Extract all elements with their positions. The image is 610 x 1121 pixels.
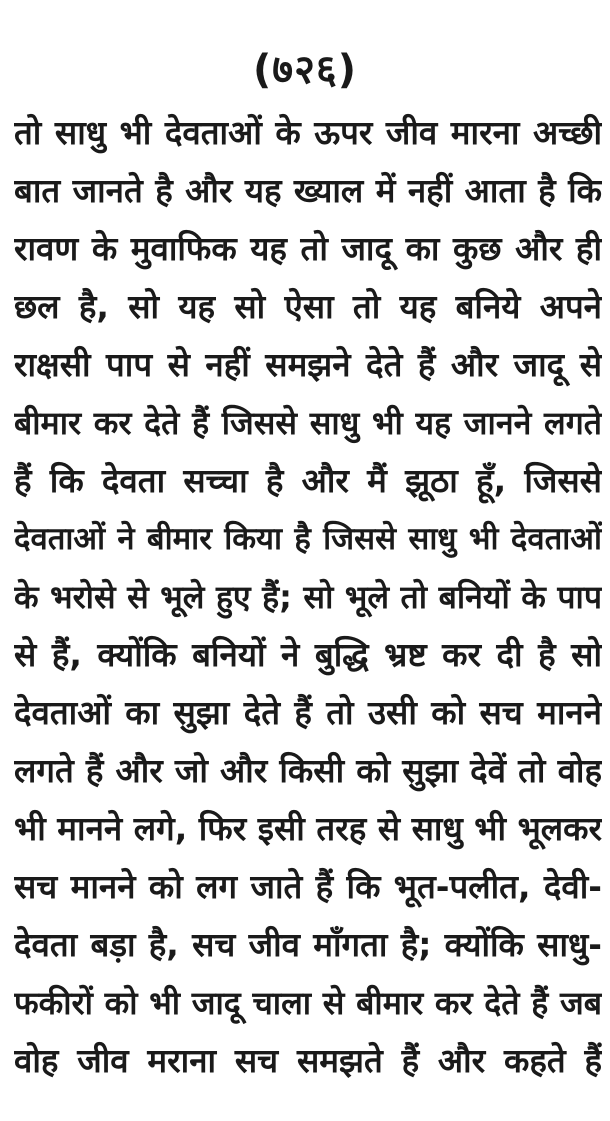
text-line: छल है, सो यह सो ऐसा तो यह बनिये अपने (14, 287, 602, 326)
text-line: से हैं, क्योंकि बनियों ने बुद्धि भ्रष्ट कर दी है सो (14, 635, 602, 674)
text-line: देवताओं ने बीमार किया है जिससे साधु भी देवताओं (14, 521, 602, 557)
text-line: लगते हैं और जो और किसी को सुझा देवें तो वोह (14, 751, 602, 790)
text-line: फकीरों को भी जादू चाला से बीमार कर देते हैं जब (14, 984, 602, 1022)
page-number: (७२६) (253, 47, 357, 93)
body-text (14, 104, 602, 1090)
text-line: देवता बड़ा है, सच जीव माँगता है; क्योंकि साधु- (14, 925, 602, 964)
text-line: भी मानने लगे, फिर इसी तरह से साधु भी भूलकर (14, 809, 602, 848)
text-line: देवताओं का सुझा देते हैं तो उसी को सच मानने (14, 693, 602, 732)
text-line: बात जानते है और यह ख्याल में नहीं आता है कि (14, 171, 602, 210)
text-line: वोह जीव मराना सच समझते हैं और कहते हैं (14, 1041, 602, 1080)
text-line: तो साधु भी देवताओं के ऊपर जीव मारना अच्छी (14, 113, 602, 152)
text-line: रावण के मुवाफिक यह तो जादू का कुछ और ही (14, 229, 602, 268)
text-line: के भरोसे से भूले हुए हैं; सो भूले तो बनियों के पाप (14, 578, 602, 616)
text-line: हैं कि देवता सच्चा है और मैं झूठा हूँ, जिससे (14, 461, 602, 500)
text-line: बीमार कर देते हैं जिससे साधु भी यह जानने लगते (14, 404, 602, 442)
text-line: राक्षसी पाप से नहीं समझने देते हैं और जादू से (14, 345, 602, 384)
text-line: सच मानने को लग जाते हैं कि भूत-पलीत, देवी- (14, 867, 602, 906)
